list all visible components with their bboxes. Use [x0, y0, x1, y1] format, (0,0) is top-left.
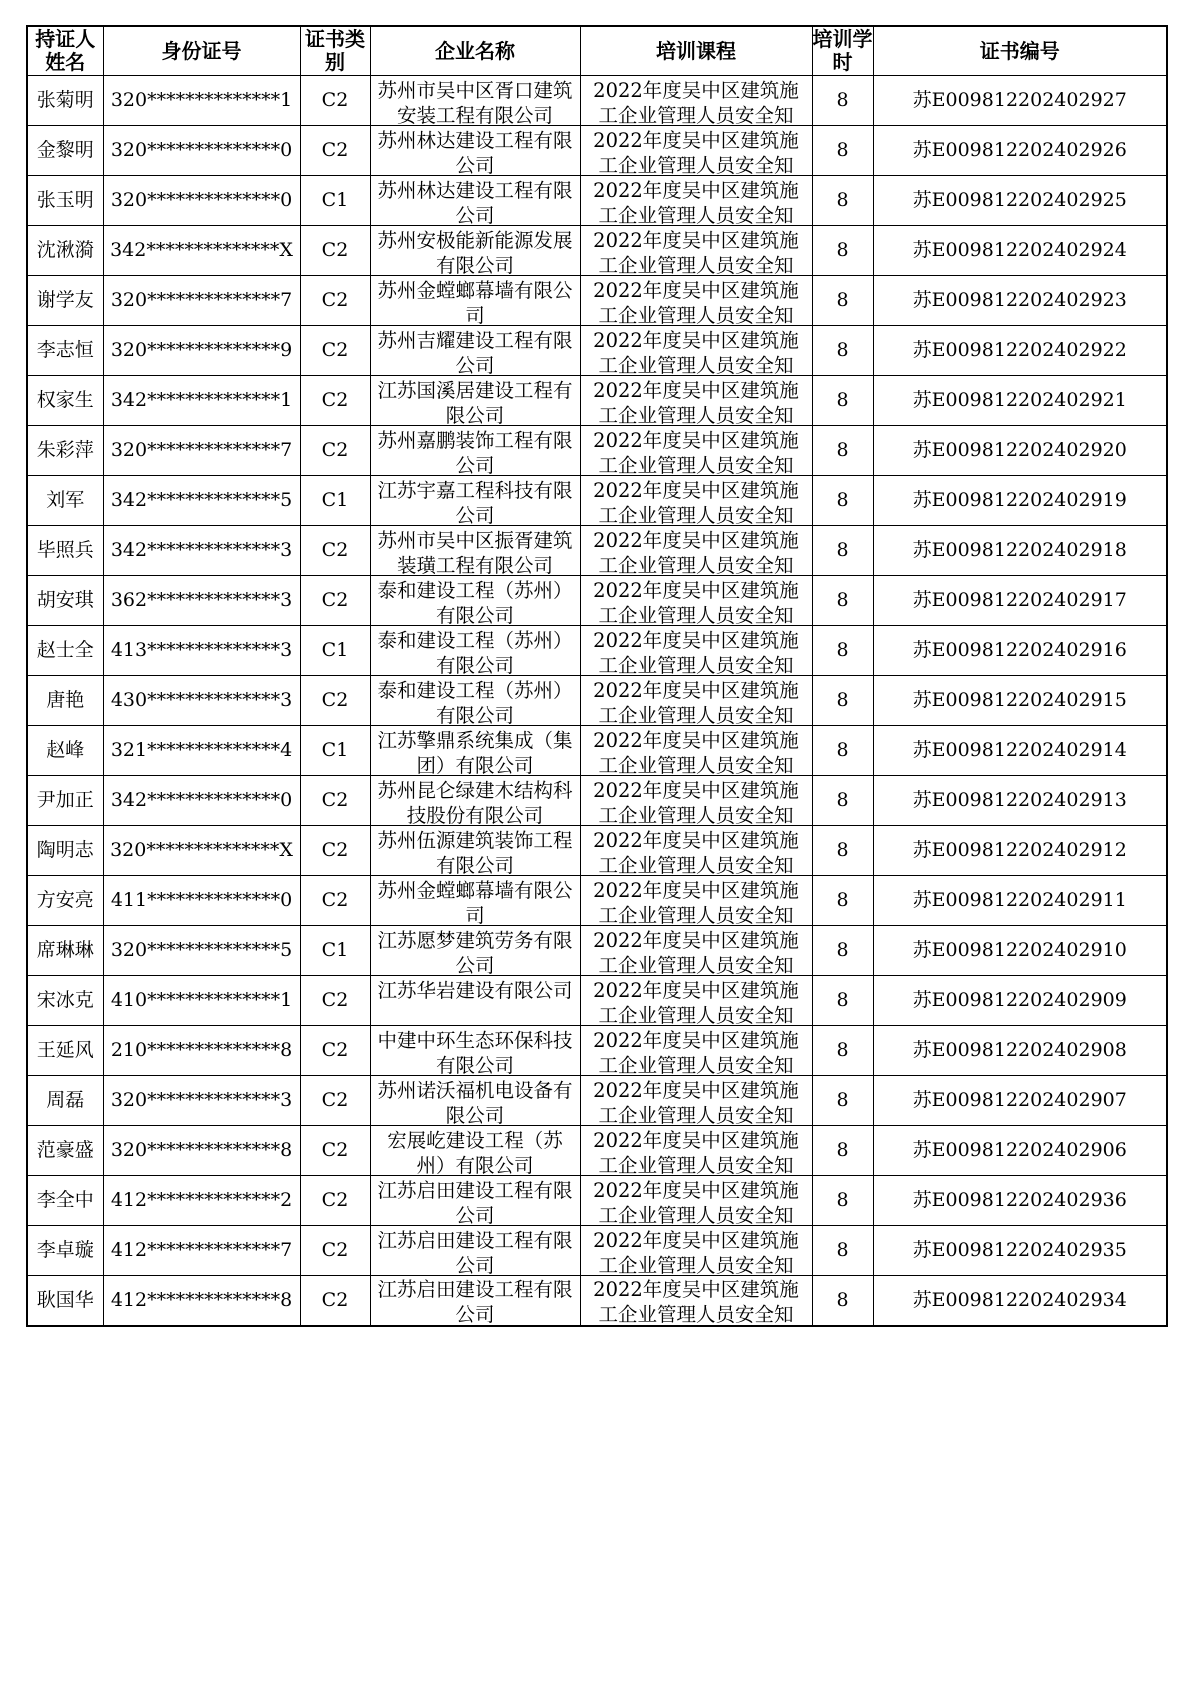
cert-type-cell: C2 [300, 326, 370, 376]
id-number-cell: 320**************0 [103, 176, 300, 226]
cert-type-cell: C2 [300, 776, 370, 826]
cert-number-cell: 苏E009812202402915 [873, 676, 1167, 726]
hours-cell: 8 [812, 176, 873, 226]
company-cell [370, 1226, 580, 1276]
holder-name-cell: 李全中 [27, 1176, 103, 1226]
table-row [27, 626, 1167, 676]
company-cell [370, 576, 580, 626]
company-text: 泰和建设工程（苏州）有限公司 [377, 678, 573, 725]
course-cell [580, 76, 812, 126]
table-row [27, 376, 1167, 426]
table-row [27, 526, 1167, 576]
company-text: 江苏宇嘉工程科技有限公司 [377, 478, 573, 525]
company-cell [370, 726, 580, 776]
company-text: 江苏启田建设工程有限公司 [377, 1178, 573, 1225]
table-row [27, 776, 1167, 826]
company-text: 苏州安极能新能源发展有限公司 [377, 228, 573, 275]
hours-cell: 8 [812, 276, 873, 326]
cert-type-cell: C2 [300, 1076, 370, 1126]
holder-name-cell: 张玉明 [27, 176, 103, 226]
company-text: 苏州市吴中区胥口建筑安装工程有限公司 [377, 78, 573, 125]
course-text: 2022年度吴中区建筑施工企业管理人员安全知 [593, 678, 799, 725]
company-text: 江苏启田建设工程有限公司 [377, 1228, 573, 1275]
hours-cell: 8 [812, 626, 873, 676]
cert-type-cell: C2 [300, 1276, 370, 1326]
company-text: 江苏华岩建设有限公司 [377, 978, 573, 1002]
cert-number-cell: 苏E009812202402914 [873, 726, 1167, 776]
hours-cell: 8 [812, 576, 873, 626]
header-company: 企业名称 [370, 26, 580, 76]
header-row [27, 26, 1167, 76]
hours-cell: 8 [812, 376, 873, 426]
cert-number-cell: 苏E009812202402912 [873, 826, 1167, 876]
course-text: 2022年度吴中区建筑施工企业管理人员安全知 [593, 178, 799, 225]
id-number-cell: 412**************7 [103, 1226, 300, 1276]
holder-name-cell: 权家生 [27, 376, 103, 426]
cert-number-cell: 苏E009812202402926 [873, 126, 1167, 176]
company-text: 江苏愿梦建筑劳务有限公司 [377, 928, 573, 975]
id-number-cell: 342**************3 [103, 526, 300, 576]
course-cell [580, 776, 812, 826]
cert-number-cell: 苏E009812202402910 [873, 926, 1167, 976]
course-text: 2022年度吴中区建筑施工企业管理人员安全知 [593, 1278, 799, 1325]
cert-type-cell: C1 [300, 626, 370, 676]
holder-name-cell: 方安亮 [27, 876, 103, 926]
course-cell [580, 326, 812, 376]
course-cell [580, 1126, 812, 1176]
company-text: 苏州昆仑绿建木结构科技股份有限公司 [377, 778, 573, 825]
table-row [27, 276, 1167, 326]
course-text: 2022年度吴中区建筑施工企业管理人员安全知 [593, 778, 799, 825]
id-number-cell: 410**************1 [103, 976, 300, 1026]
company-text: 苏州林达建设工程有限公司 [377, 178, 573, 225]
cert-number-cell: 苏E009812202402934 [873, 1276, 1167, 1326]
id-number-cell: 320**************8 [103, 1126, 300, 1176]
cert-number-cell: 苏E009812202402935 [873, 1226, 1167, 1276]
company-text: 宏展屹建设工程（苏州）有限公司 [387, 1128, 563, 1175]
header-cert-number: 证书编号 [873, 26, 1167, 76]
cert-type-cell: C2 [300, 1176, 370, 1226]
certificate-roster-table [26, 25, 1168, 1327]
cert-number-cell: 苏E009812202402925 [873, 176, 1167, 226]
course-cell [580, 1176, 812, 1226]
cert-type-cell: C2 [300, 826, 370, 876]
course-cell [580, 376, 812, 426]
header-cert-type: 证书类别 [300, 26, 370, 76]
course-cell [580, 1226, 812, 1276]
id-number-cell: 430**************3 [103, 676, 300, 726]
hours-cell: 8 [812, 726, 873, 776]
header-id-number: 身份证号 [103, 26, 300, 76]
cert-type-cell: C2 [300, 1126, 370, 1176]
table-row [27, 1026, 1167, 1076]
holder-name-cell: 李卓璇 [27, 1226, 103, 1276]
course-text: 2022年度吴中区建筑施工企业管理人员安全知 [593, 128, 799, 175]
id-number-cell: 342**************0 [103, 776, 300, 826]
course-text: 2022年度吴中区建筑施工企业管理人员安全知 [593, 378, 799, 425]
cert-type-cell: C2 [300, 576, 370, 626]
table-row [27, 476, 1167, 526]
course-text: 2022年度吴中区建筑施工企业管理人员安全知 [593, 278, 799, 325]
holder-name-cell: 陶明志 [27, 826, 103, 876]
cert-type-cell: C2 [300, 276, 370, 326]
cert-type-cell: C2 [300, 126, 370, 176]
course-cell [580, 176, 812, 226]
course-cell [580, 626, 812, 676]
holder-name-cell: 赵峰 [27, 726, 103, 776]
holder-name-cell: 张菊明 [27, 76, 103, 126]
cert-type-cell: C2 [300, 876, 370, 926]
cert-type-cell: C2 [300, 76, 370, 126]
hours-cell: 8 [812, 826, 873, 876]
company-cell [370, 176, 580, 226]
id-number-cell: 320**************7 [103, 276, 300, 326]
table-row [27, 1126, 1167, 1176]
course-text: 2022年度吴中区建筑施工企业管理人员安全知 [593, 478, 799, 525]
holder-name-cell: 毕照兵 [27, 526, 103, 576]
id-number-cell: 320**************5 [103, 926, 300, 976]
holder-name-cell: 沈湫漪 [27, 226, 103, 276]
company-cell [370, 876, 580, 926]
company-text: 江苏擎鼎系统集成（集团）有限公司 [377, 728, 573, 775]
course-text: 2022年度吴中区建筑施工企业管理人员安全知 [593, 1128, 799, 1175]
cert-number-cell: 苏E009812202402906 [873, 1126, 1167, 1176]
table-row [27, 126, 1167, 176]
company-text: 苏州金螳螂幕墙有限公司 [377, 278, 573, 325]
course-cell [580, 676, 812, 726]
id-number-cell: 320**************0 [103, 126, 300, 176]
hours-cell: 8 [812, 126, 873, 176]
course-cell [580, 1076, 812, 1126]
hours-cell: 8 [812, 1076, 873, 1126]
header-hours: 培训学时 [812, 27, 873, 74]
id-number-cell: 342**************1 [103, 376, 300, 426]
table-row [27, 1076, 1167, 1126]
company-cell [370, 1276, 580, 1326]
cert-number-cell: 苏E009812202402936 [873, 1176, 1167, 1226]
table-row [27, 226, 1167, 276]
course-cell [580, 276, 812, 326]
id-number-cell: 342**************X [103, 226, 300, 276]
course-text: 2022年度吴中区建筑施工企业管理人员安全知 [593, 1028, 799, 1075]
cert-type-cell: C1 [300, 926, 370, 976]
cert-number-cell: 苏E009812202402921 [873, 376, 1167, 426]
cert-number-cell: 苏E009812202402907 [873, 1076, 1167, 1126]
hours-cell: 8 [812, 326, 873, 376]
holder-name-cell: 刘军 [27, 476, 103, 526]
table-row [27, 76, 1167, 126]
company-cell [370, 426, 580, 476]
course-text: 2022年度吴中区建筑施工企业管理人员安全知 [593, 78, 799, 125]
id-number-cell: 321**************4 [103, 726, 300, 776]
course-text: 2022年度吴中区建筑施工企业管理人员安全知 [593, 828, 799, 875]
course-text: 2022年度吴中区建筑施工企业管理人员安全知 [593, 928, 799, 975]
course-cell [580, 876, 812, 926]
holder-name-cell: 谢学友 [27, 276, 103, 326]
cert-type-cell: C2 [300, 1026, 370, 1076]
course-cell [580, 976, 812, 1026]
id-number-cell: 320**************9 [103, 326, 300, 376]
cert-number-cell: 苏E009812202402917 [873, 576, 1167, 626]
course-text: 2022年度吴中区建筑施工企业管理人员安全知 [593, 628, 799, 675]
course-text: 2022年度吴中区建筑施工企业管理人员安全知 [593, 878, 799, 925]
course-cell [580, 426, 812, 476]
course-cell [580, 1026, 812, 1076]
cert-type-cell: C2 [300, 1226, 370, 1276]
id-number-cell: 320**************1 [103, 76, 300, 126]
company-cell [370, 376, 580, 426]
company-cell [370, 126, 580, 176]
table-header [27, 26, 1167, 76]
company-text: 苏州林达建设工程有限公司 [377, 128, 573, 175]
table-row [27, 576, 1167, 626]
company-cell [370, 926, 580, 976]
id-number-cell: 412**************2 [103, 1176, 300, 1226]
course-text: 2022年度吴中区建筑施工企业管理人员安全知 [593, 1178, 799, 1225]
hours-cell: 8 [812, 226, 873, 276]
holder-name-cell: 席琳琳 [27, 926, 103, 976]
hours-cell: 8 [812, 976, 873, 1026]
cert-type-cell: C2 [300, 676, 370, 726]
company-text: 苏州金螳螂幕墙有限公司 [377, 878, 573, 925]
cert-number-cell: 苏E009812202402908 [873, 1026, 1167, 1076]
table-row [27, 726, 1167, 776]
company-cell [370, 826, 580, 876]
id-number-cell: 362**************3 [103, 576, 300, 626]
cert-type-cell: C2 [300, 976, 370, 1026]
cert-type-cell: C2 [300, 226, 370, 276]
hours-cell: 8 [812, 1226, 873, 1276]
company-text: 苏州伍源建筑装饰工程有限公司 [377, 828, 573, 875]
cert-type-cell: C2 [300, 426, 370, 476]
hours-cell: 8 [812, 1126, 873, 1176]
cert-number-cell: 苏E009812202402922 [873, 326, 1167, 376]
company-text: 泰和建设工程（苏州）有限公司 [377, 578, 573, 625]
course-cell [580, 926, 812, 976]
id-number-cell: 210**************8 [103, 1026, 300, 1076]
company-text: 泰和建设工程（苏州）有限公司 [377, 628, 573, 675]
id-number-cell: 411**************0 [103, 876, 300, 926]
cert-number-cell: 苏E009812202402913 [873, 776, 1167, 826]
course-text: 2022年度吴中区建筑施工企业管理人员安全知 [593, 728, 799, 775]
holder-name-cell: 胡安琪 [27, 576, 103, 626]
table-row [27, 1226, 1167, 1276]
hours-cell: 8 [812, 1026, 873, 1076]
course-cell [580, 826, 812, 876]
course-text: 2022年度吴中区建筑施工企业管理人员安全知 [593, 528, 799, 575]
cert-number-cell: 苏E009812202402927 [873, 76, 1167, 126]
company-text: 江苏启田建设工程有限公司 [377, 1278, 573, 1325]
company-cell [370, 226, 580, 276]
cert-number-cell: 苏E009812202402909 [873, 976, 1167, 1026]
holder-name-cell: 王延风 [27, 1026, 103, 1076]
course-text: 2022年度吴中区建筑施工企业管理人员安全知 [593, 578, 799, 625]
cert-number-cell: 苏E009812202402920 [873, 426, 1167, 476]
company-cell [370, 1126, 580, 1176]
holder-name-cell: 宋冰克 [27, 976, 103, 1026]
course-cell [580, 526, 812, 576]
holder-name-cell: 李志恒 [27, 326, 103, 376]
cert-number-cell: 苏E009812202402916 [873, 626, 1167, 676]
course-cell [580, 126, 812, 176]
company-cell [370, 1076, 580, 1126]
course-cell [580, 476, 812, 526]
table-row [27, 1276, 1167, 1326]
company-cell [370, 276, 580, 326]
hours-cell: 8 [812, 476, 873, 526]
hours-cell: 8 [812, 926, 873, 976]
course-cell [580, 226, 812, 276]
holder-name-cell: 朱彩萍 [27, 426, 103, 476]
cert-type-cell: C1 [300, 176, 370, 226]
company-cell [370, 1026, 580, 1076]
hours-cell: 8 [812, 76, 873, 126]
company-cell [370, 476, 580, 526]
hours-cell: 8 [812, 676, 873, 726]
cert-type-cell: C2 [300, 526, 370, 576]
course-cell [580, 576, 812, 626]
hours-cell: 8 [812, 776, 873, 826]
company-cell [370, 326, 580, 376]
table-row [27, 826, 1167, 876]
table-row [27, 976, 1167, 1026]
course-text: 2022年度吴中区建筑施工企业管理人员安全知 [593, 1078, 799, 1125]
hours-cell: 8 [812, 426, 873, 476]
table-row [27, 1176, 1167, 1226]
course-text: 2022年度吴中区建筑施工企业管理人员安全知 [593, 978, 799, 1025]
hours-cell: 8 [812, 1176, 873, 1226]
course-cell [580, 1276, 812, 1326]
holder-name-cell: 周磊 [27, 1076, 103, 1126]
company-text: 中建中环生态环保科技有限公司 [377, 1028, 573, 1075]
certificate-roster-sheet [26, 25, 1166, 1327]
hours-cell: 8 [812, 876, 873, 926]
id-number-cell: 320**************3 [103, 1076, 300, 1126]
company-cell [370, 76, 580, 126]
holder-name-cell: 唐艳 [27, 676, 103, 726]
id-number-cell: 413**************3 [103, 626, 300, 676]
id-number-cell: 412**************8 [103, 1276, 300, 1326]
course-text: 2022年度吴中区建筑施工企业管理人员安全知 [593, 328, 799, 375]
holder-name-cell: 范豪盛 [27, 1126, 103, 1176]
course-cell [580, 726, 812, 776]
hours-cell: 8 [812, 526, 873, 576]
id-number-cell: 320**************7 [103, 426, 300, 476]
cert-number-cell: 苏E009812202402911 [873, 876, 1167, 926]
table-row [27, 326, 1167, 376]
header-holder-name: 持证人姓名 [27, 26, 103, 76]
holder-name-cell: 金黎明 [27, 126, 103, 176]
cert-type-cell: C1 [300, 726, 370, 776]
table-body [27, 76, 1167, 1326]
company-cell [370, 1176, 580, 1226]
table-row [27, 676, 1167, 726]
company-cell [370, 626, 580, 676]
cert-type-cell: C1 [300, 476, 370, 526]
cert-number-cell: 苏E009812202402918 [873, 526, 1167, 576]
cert-number-cell: 苏E009812202402923 [873, 276, 1167, 326]
holder-name-cell: 尹加正 [27, 776, 103, 826]
table-row [27, 426, 1167, 476]
company-text: 苏州市吴中区振胥建筑装璜工程有限公司 [377, 528, 573, 575]
company-cell [370, 776, 580, 826]
id-number-cell: 320**************X [103, 826, 300, 876]
cert-number-cell: 苏E009812202402919 [873, 476, 1167, 526]
cert-number-cell: 苏E009812202402924 [873, 226, 1167, 276]
header-course: 培训课程 [580, 26, 812, 76]
company-cell [370, 976, 580, 1026]
table-row [27, 926, 1167, 976]
cert-type-cell: C2 [300, 376, 370, 426]
id-number-cell: 342**************5 [103, 476, 300, 526]
table-row [27, 176, 1167, 226]
course-text: 2022年度吴中区建筑施工企业管理人员安全知 [593, 228, 799, 275]
company-cell [370, 526, 580, 576]
company-cell [370, 676, 580, 726]
table-row [27, 876, 1167, 926]
holder-name-cell: 赵士全 [27, 626, 103, 676]
hours-cell: 8 [812, 1276, 873, 1326]
company-text: 江苏国溪居建设工程有限公司 [377, 378, 573, 425]
holder-name-cell: 耿国华 [27, 1276, 103, 1326]
company-text: 苏州嘉鹏装饰工程有限公司 [377, 428, 573, 475]
course-text: 2022年度吴中区建筑施工企业管理人员安全知 [593, 1228, 799, 1275]
company-text: 苏州诺沃福机电设备有限公司 [377, 1078, 573, 1125]
course-text: 2022年度吴中区建筑施工企业管理人员安全知 [593, 428, 799, 475]
company-text: 苏州吉耀建设工程有限公司 [377, 328, 573, 375]
